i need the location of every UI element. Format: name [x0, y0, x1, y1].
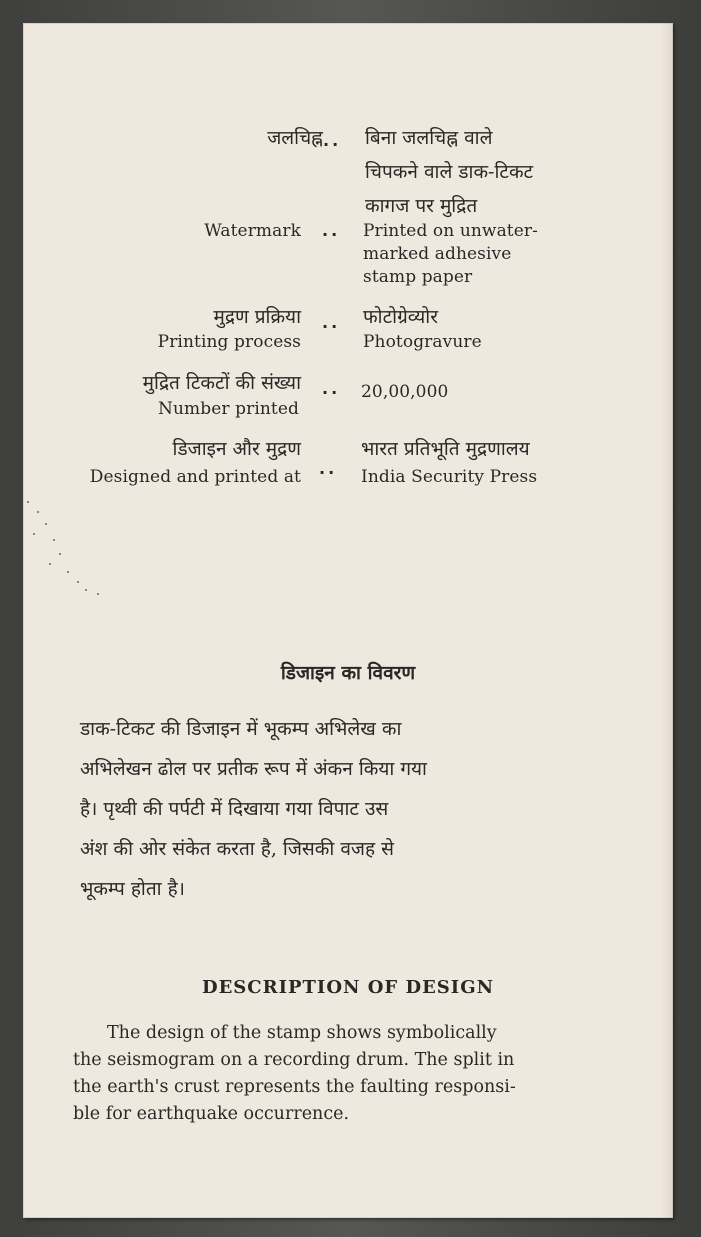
- watermark-value-english-1: Printed on unwater-: [363, 221, 538, 241]
- separator-dots: ..: [323, 131, 342, 150]
- description-line-hindi: है। पृथ्वी की पर्पटी में दिखाया गया विपाट उस: [80, 798, 389, 820]
- description-line-hindi: डाक-टिकट की डिजाइन में भूकम्प अभिलेख का: [80, 718, 402, 740]
- watermark-value-hindi-1: बिना जलचिह्न वाले: [365, 127, 493, 149]
- designed-value-hindi: भारत प्रतिभूति मुद्रणालय: [361, 438, 530, 460]
- description-heading-english: DESCRIPTION OF DESIGN: [201, 977, 495, 998]
- description-line-hindi: भूकम्प होता है।: [80, 878, 185, 900]
- printing-label-hindi: मुद्रण प्रक्रिया: [213, 306, 301, 328]
- watermark-value-english-2: marked adhesive: [363, 244, 512, 264]
- watermark-value-hindi-2: चिपकने वाले डाक-टिकट: [365, 161, 534, 183]
- description-paragraph-english: [73, 1020, 613, 1128]
- designed-value-english: India Security Press: [361, 467, 538, 487]
- number-value: 20,00,000: [361, 382, 449, 402]
- description-paragraph-hindi: [80, 709, 600, 909]
- number-label-english: Number printed: [158, 399, 299, 419]
- description-line-english: ble for earthquake occurrence.: [73, 1104, 350, 1124]
- description-line-hindi: अंश की ओर संकेत करता है, जिसकी वजह से: [80, 838, 394, 860]
- printing-value-hindi: फोटोग्रेव्योर: [363, 306, 438, 328]
- separator-dots: ..: [319, 459, 338, 478]
- designed-label-english: Designed and printed at: [89, 467, 301, 487]
- printing-label-english: Printing process: [157, 332, 301, 352]
- printing-value-english: Photogravure: [363, 332, 482, 352]
- number-label-hindi: मुद्रित टिकटों की संख्या: [142, 372, 301, 394]
- stamp-leaflet-page: [23, 23, 673, 1218]
- description-line-hindi: अभिलेखन ढोल पर प्रतीक रूप में अंकन किया गया: [80, 758, 427, 780]
- separator-dots: ..: [322, 221, 341, 240]
- description-line-english: The design of the stamp shows symbolically: [107, 1023, 497, 1043]
- watermark-value-hindi-3: कागज पर मुद्रित: [365, 195, 478, 217]
- watermark-label-hindi: जलचिह्न: [267, 127, 323, 149]
- description-heading-hindi: डिजाइन का विवरण: [280, 662, 416, 684]
- description-line-english: the seismogram on a recording drum. The split in: [73, 1050, 515, 1070]
- watermark-value-english-3: stamp paper: [363, 267, 473, 287]
- separator-dots: ..: [322, 379, 341, 398]
- description-line-english: the earth's crust represents the faulting responsi-: [73, 1077, 516, 1097]
- separator-dots: ..: [322, 313, 341, 332]
- watermark-label-english: Watermark: [204, 221, 301, 241]
- designed-label-hindi: डिजाइन और मुद्रण: [172, 438, 301, 460]
